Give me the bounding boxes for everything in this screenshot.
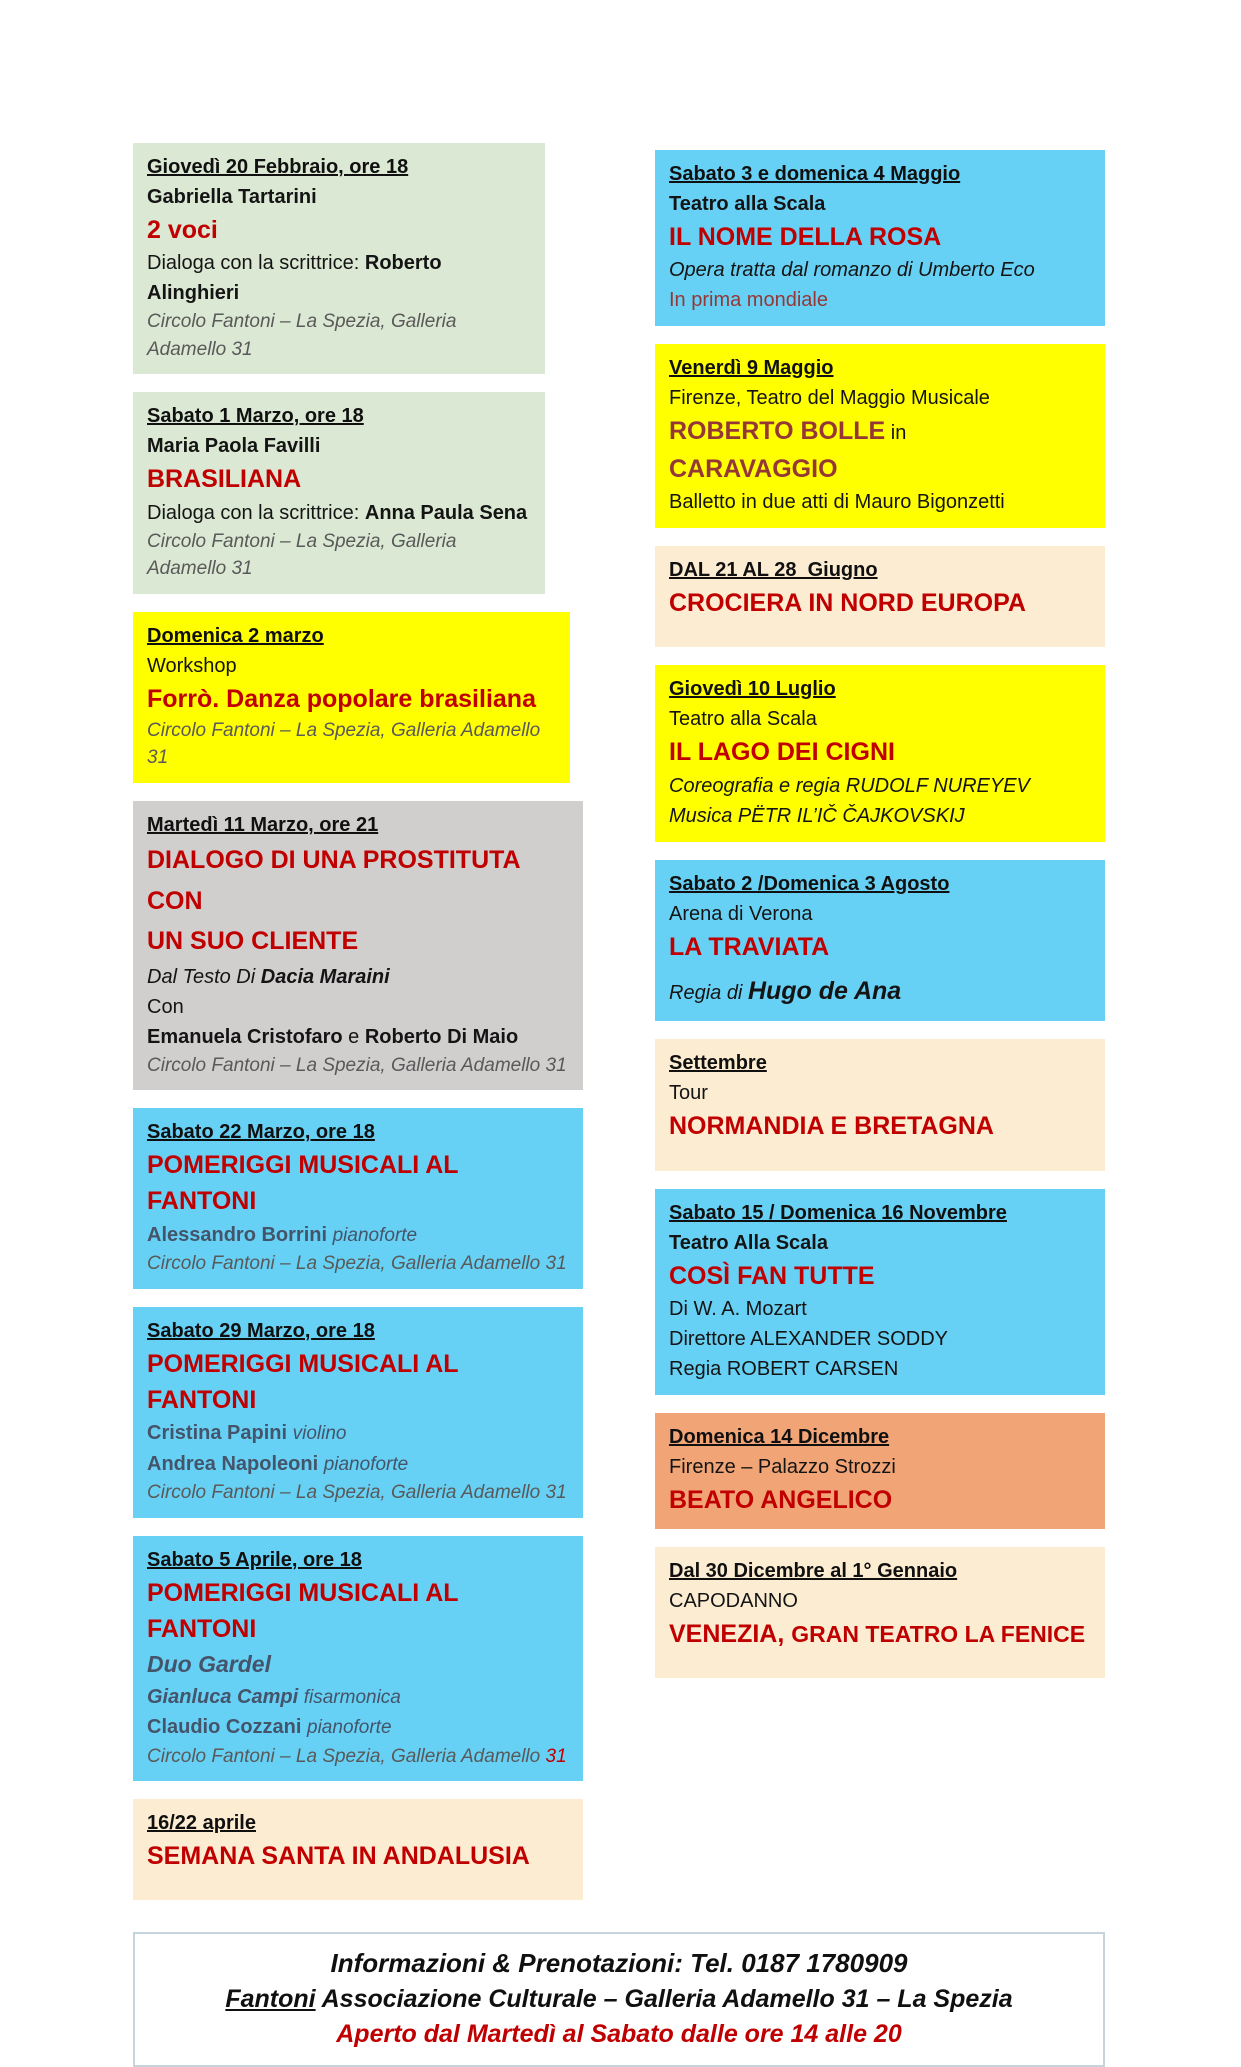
performer-instrument: pianoforte	[323, 1453, 409, 1475]
event-person: Gabriella Tartarini	[147, 186, 317, 208]
regia-lead: Regia di	[669, 981, 748, 1004]
venue-number: 31	[545, 1745, 567, 1767]
event-venue-name: Teatro alla Scala	[669, 708, 817, 731]
event-date: Domenica 2 marzo	[147, 624, 324, 647]
event-title: LA TRAVIATA	[669, 932, 830, 961]
event-venue-name: Teatro alla Scala	[669, 193, 826, 215]
event-description-1: Di W. A. Mozart	[669, 1297, 807, 1320]
footer-association-line	[145, 1982, 1093, 2017]
event-description-2: Musica PËTR IL’IČ ČAJKOVSKIJ	[669, 804, 965, 827]
cast-name-2: Roberto Di Maio	[364, 1025, 519, 1048]
event-sabato-15-domenica-16-novembre	[655, 1189, 1105, 1395]
event-title-lead: VENEZIA,	[669, 1620, 792, 1648]
event-venue-name: Firenze, Teatro del Maggio Musicale	[669, 387, 990, 410]
footer-opening-hours: Aperto dal Martedì al Sabato dalle ore 14 alle 20	[336, 2019, 902, 2048]
performer-line	[147, 1220, 569, 1251]
performer-name: Andrea Napoleoni	[147, 1452, 319, 1475]
event-description: Balletto in due atti di Mauro Bigonzetti	[669, 491, 1005, 513]
event-title: SEMANA SANTA IN ANDALUSIA	[147, 1842, 530, 1871]
event-date: Sabato 5 Aprile, ore 18	[147, 1548, 362, 1571]
event-date: Martedì 11 Marzo, ore 21	[147, 814, 379, 837]
star-suffix: in	[885, 422, 907, 445]
event-16-22-aprile	[133, 1799, 583, 1900]
event-subtitle: Tour	[669, 1082, 708, 1105]
event-dal-30-dicembre-1-gennaio	[655, 1547, 1105, 1678]
event-date: 16/22 aprile	[147, 1812, 256, 1835]
event-venue: Circolo Fantoni – La Spezia, Galleria Adamello 31	[147, 311, 457, 360]
event-date: Sabato 29 Marzo, ore 18	[147, 1319, 375, 1342]
event-venue-name: Firenze – Palazzo Strozzi	[669, 1455, 896, 1478]
performer-name: Gianluca Campi	[147, 1685, 299, 1708]
event-title: POMERIGGI MUSICALI AL FANTONI	[147, 1151, 459, 1216]
footer-association-rest: Associazione Culturale – Galleria Adamello 31 – La Spezia	[315, 1985, 1013, 2014]
event-title: CROCIERA IN NORD EUROPA	[669, 589, 1026, 617]
event-settembre	[655, 1039, 1105, 1170]
duo-line	[147, 1647, 569, 1682]
event-title: CARAVAGGIO	[669, 454, 838, 483]
performer-line	[147, 1418, 569, 1449]
event-date: Giovedì 10 Luglio	[669, 678, 836, 701]
event-title: NORMANDIA E BRETAGNA	[669, 1112, 994, 1141]
event-subtitle: Workshop	[147, 654, 237, 677]
event-venue: Circolo Fantoni – La Spezia, Galleria Adamello 31	[147, 1054, 567, 1076]
event-sabato-3-domenica-4-maggio	[655, 150, 1105, 326]
performer-instrument: fisarmonica	[303, 1686, 401, 1708]
event-sabato-1-marzo	[133, 392, 545, 593]
event-date: DAL 21 AL 28 Giugno	[669, 559, 878, 581]
event-description-2: Direttore ALEXANDER SODDY	[669, 1327, 948, 1350]
performer-name: Alessandro Borrini	[147, 1223, 328, 1246]
event-venue: Circolo Fantoni – La Spezia, Galleria Adamello 31	[147, 1482, 567, 1504]
text-lead: Dal Testo Di	[147, 965, 261, 988]
dialog-name: Roberto Alinghieri	[147, 252, 442, 305]
text-author: Dacia Maraini	[260, 965, 390, 988]
event-venerdi-9-maggio	[655, 344, 1105, 528]
event-venue-name: Teatro Alla Scala	[669, 1231, 828, 1254]
event-date: Sabato 2 /Domenica 3 Agosto	[669, 872, 950, 895]
event-venue: Circolo Fantoni – La Spezia, Galleria Adamello 31	[147, 530, 457, 580]
event-title: POMERIGGI MUSICALI AL FANTONI	[147, 1578, 459, 1643]
event-title-line1: DIALOGO DI UNA PROSTITUTA CON	[147, 846, 520, 915]
event-domenica-14-dicembre	[655, 1413, 1105, 1529]
event-venue: Circolo Fantoni – La Spezia, Galleria Adamello 31	[147, 719, 541, 769]
performer-line	[147, 1682, 569, 1713]
performer-line	[147, 1449, 569, 1480]
dialog-lead: Dialoga con la scrittrice:	[147, 501, 365, 524]
event-dal-21-al-28-giugno	[655, 546, 1105, 647]
event-title: COSÌ FAN TUTTE	[669, 1261, 875, 1290]
event-venue: Circolo Fantoni – La Spezia, Galleria Adamello 31	[147, 1253, 567, 1275]
footer-association-name: Fantoni	[225, 1985, 316, 2014]
footer-info-line: Informazioni & Prenotazioni: Tel. 0187 1780909	[330, 1948, 908, 1979]
performer-instrument: pianoforte	[307, 1717, 392, 1739]
dialog-lead: Dialoga con la scrittrice:	[147, 252, 365, 275]
event-date: Venerdì 9 Maggio	[669, 357, 834, 380]
event-title: Forrò. Danza popolare brasiliana	[147, 684, 536, 713]
event-sabato-2-domenica-3-agosto	[655, 860, 1105, 1022]
event-title: BEATO ANGELICO	[669, 1485, 893, 1514]
event-description-1: Coreografia e regia RUDOLF NUREYEV	[669, 774, 1030, 797]
event-regia-line	[669, 973, 1091, 1011]
event-date: Sabato 3 e domenica 4 Maggio	[669, 163, 961, 185]
event-title: 2 voci	[147, 216, 218, 244]
right-column	[655, 143, 1105, 1696]
event-title: IL NOME DELLA ROSA	[669, 223, 942, 251]
event-martedi-11-marzo	[133, 801, 583, 1090]
star-name: ROBERTO BOLLE	[669, 417, 886, 446]
regia-name: Hugo de Ana	[747, 976, 902, 1005]
event-date: Giovedì 20 Febbraio, ore 18	[147, 156, 409, 178]
event-date: Settembre	[669, 1052, 767, 1075]
cast-sep: e	[342, 1025, 365, 1048]
cast-name-1: Emanuela Cristofaro	[147, 1025, 343, 1048]
event-title: BRASILIANA	[147, 465, 302, 494]
event-giovedi-20-febbraio	[133, 143, 545, 374]
event-date: Dal 30 Dicembre al 1° Gennaio	[669, 1560, 958, 1582]
event-venue-name: Arena di Verona	[669, 902, 813, 925]
footer-info-box	[133, 1932, 1105, 2067]
event-title: IL LAGO DEI CIGNI	[669, 738, 895, 767]
event-con: Con	[147, 995, 184, 1018]
event-domenica-2-marzo	[133, 612, 570, 783]
event-star-line	[669, 413, 1091, 451]
event-description: Opera tratta dal romanzo di Umberto Eco	[669, 259, 1035, 282]
event-title-rest: GRAN TEATRO LA FENICE	[791, 1621, 1086, 1647]
event-date: Sabato 1 Marzo, ore 18	[147, 405, 364, 428]
left-column	[133, 143, 583, 1918]
event-title-line	[669, 1616, 1091, 1652]
event-text-source	[147, 962, 569, 992]
event-sabato-29-marzo	[133, 1307, 583, 1518]
event-sabato-5-aprile	[133, 1536, 583, 1782]
event-dialog-line	[147, 498, 531, 528]
event-cast	[147, 1022, 569, 1052]
performer-name: Cristina Papini	[147, 1422, 288, 1445]
event-dialog-line	[147, 248, 531, 308]
event-person: Maria Paola Favilli	[147, 435, 321, 458]
event-date: Sabato 22 Marzo, ore 18	[147, 1121, 375, 1144]
duo-name: Duo Gardel	[147, 1651, 271, 1678]
event-title: POMERIGGI MUSICALI AL FANTONI	[147, 1349, 459, 1414]
performer-name: Claudio Cozzani	[147, 1716, 302, 1739]
event-title-line2: UN SUO CLIENTE	[147, 927, 359, 956]
performer-instrument: pianoforte	[332, 1224, 418, 1246]
dialog-name: Anna Paula Sena	[364, 501, 528, 524]
event-subtitle: CAPODANNO	[669, 1590, 798, 1612]
event-note: In prima mondiale	[669, 289, 828, 312]
performer-instrument: violino	[292, 1423, 347, 1445]
event-giovedi-10-luglio	[655, 665, 1105, 841]
performer-line	[147, 1712, 569, 1743]
event-date: Domenica 14 Dicembre	[669, 1425, 890, 1448]
venue-lead: Circolo Fantoni – La Spezia, Galleria Adamello	[147, 1745, 546, 1767]
event-venue	[147, 1743, 569, 1771]
event-date: Sabato 15 / Domenica 16 Novembre	[669, 1201, 1007, 1224]
event-sabato-22-marzo	[133, 1108, 583, 1289]
event-description-3: Regia ROBERT CARSEN	[669, 1357, 899, 1380]
